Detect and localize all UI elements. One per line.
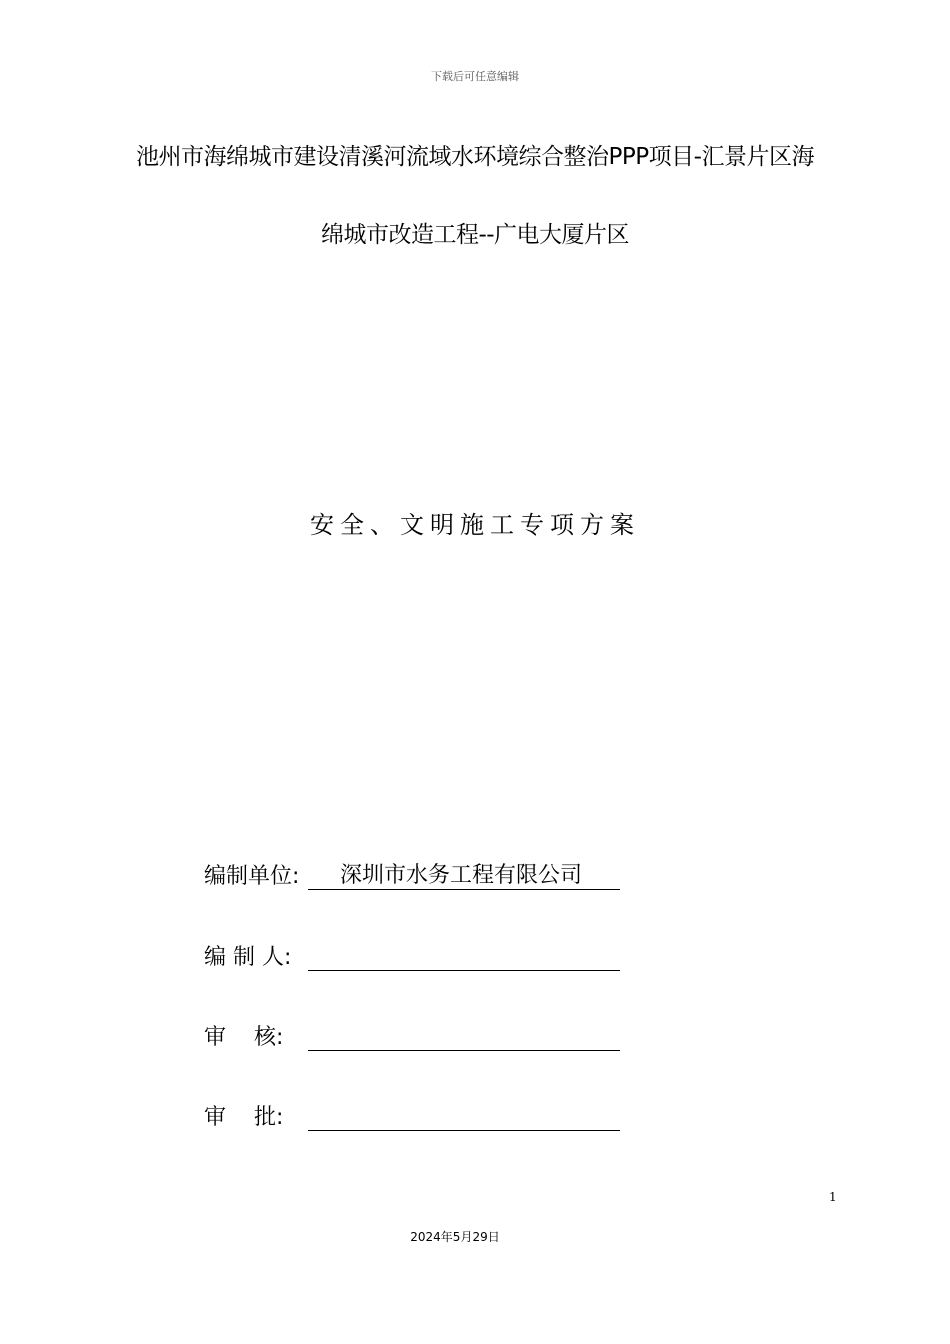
page-number: 1	[829, 1190, 837, 1204]
field-value-reviewer	[308, 1023, 620, 1051]
field-value-compiler	[308, 943, 620, 971]
field-row-approver	[204, 1097, 620, 1131]
field-label: 审 批:	[204, 1105, 284, 1130]
field-row-compiler	[204, 937, 620, 971]
header-note: 下载后可任意编辑	[431, 70, 519, 83]
field-label: 编制单位:	[204, 864, 300, 889]
field-label: 编 制 人:	[204, 945, 292, 970]
field-value-compiling-unit: 深圳市水务工程有限公司	[308, 862, 620, 890]
field-row-reviewer	[204, 1017, 620, 1051]
field-label: 审 核:	[204, 1025, 284, 1050]
document-title-line-2: 绵城市改造工程--广电大厦片区	[320, 222, 630, 248]
footer-date: 2024年5月29日	[410, 1230, 500, 1244]
field-row-compiling-unit	[204, 856, 620, 890]
document-subtitle: 安全、文明施工专项方案	[310, 511, 640, 539]
document-title-line-1: 池州市海绵城市建设清溪河流域水环境综合整治PPP项目-汇景片区海	[136, 144, 814, 170]
field-value-approver	[308, 1103, 620, 1131]
